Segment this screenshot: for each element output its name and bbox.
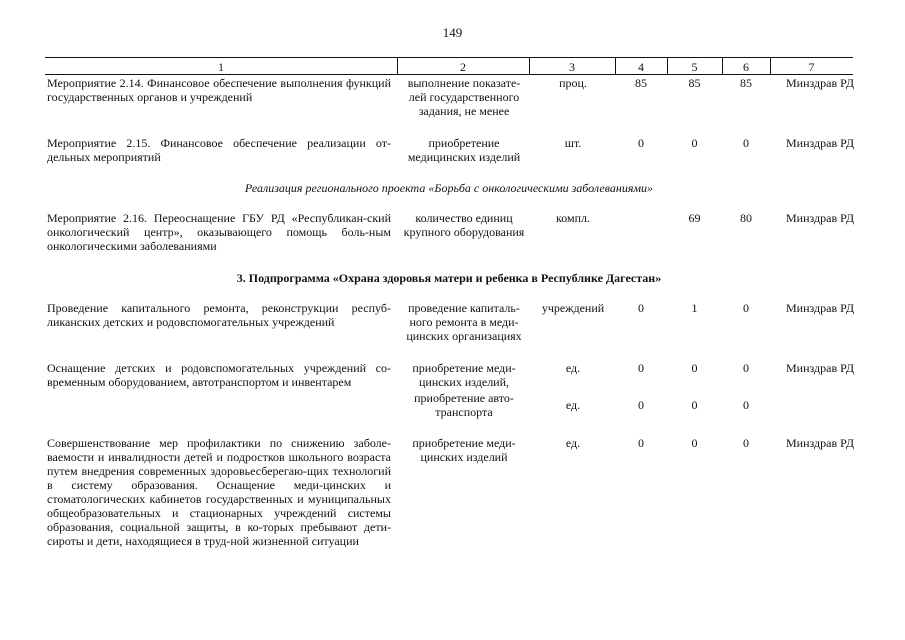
value-col-4: 85: [635, 76, 647, 90]
value-col-5: 85: [688, 76, 701, 90]
table-header-top-line: [45, 57, 853, 58]
value-col-6: 85: [740, 76, 752, 90]
executor: Минздрав РД: [786, 211, 855, 225]
indicator: количество единиц крупного оборудования: [403, 211, 525, 239]
value-col-4: 0: [638, 436, 644, 450]
measure-name: Оснащение детских и родовспомогательных учреждений со-временным оборудованием, автотранспортом и инвентарем: [47, 361, 391, 389]
measure-name: Проведение капитального ремонта, реконструкции респуб-ликанских детских и родовспомогательных учреждений: [47, 301, 391, 329]
executor: Минздрав РД: [786, 76, 855, 90]
executor: Минздрав РД: [786, 301, 855, 315]
value-col-6: 0: [743, 436, 749, 450]
executor: Минздрав РД: [786, 361, 855, 375]
column-header-1: 1: [218, 60, 224, 74]
value-col-5: 1: [691, 301, 698, 315]
regional-project-heading: Реализация регионального проекта «Борьба с онкологическими заболеваниями»: [244, 181, 654, 195]
table-header-bottom-line: [45, 74, 853, 75]
value-col-6: 0: [743, 301, 749, 315]
measure-name: Совершенствование мер профилактики по снижению заболе-ваемости и инвалидности детей и подростков школьного возраста путем внедрения современных здоровьесберегаю-щих технологий в систему образования. Оснащение меди-цинских и стоматологических кабинетов государственных и муниципальных общеобразовательных и стационарных учреждений системы образования, социальной защиты, в ко-торых пребывают дети-сироты и дети, находящиеся в труд-ной жизненной ситуации: [47, 436, 391, 548]
value-col-6: 0: [743, 398, 749, 412]
value-col-4: 0: [638, 361, 644, 375]
subprogram-heading: 3. Подпрограмма «Охрана здоровья матери и ребенка в Республике Дагестан»: [236, 271, 662, 285]
value-col-4: 0: [638, 136, 644, 150]
unit: ед.: [565, 361, 581, 375]
executor: Минздрав РД: [786, 136, 855, 150]
value-col-5: 0: [691, 436, 698, 450]
unit: ед.: [565, 436, 581, 450]
indicator: приобретение меди-цинских изделий: [412, 436, 516, 464]
column-header-3: 3: [569, 60, 575, 74]
unit: проц.: [559, 76, 587, 90]
value-col-5: 69: [688, 211, 701, 225]
unit: учреждений: [541, 301, 605, 315]
value-col-5: 0: [691, 361, 698, 375]
unit: ед.: [565, 398, 581, 412]
indicator: приобретение меди-цинских изделий,: [412, 361, 516, 389]
measure-name: Мероприятие 2.15. Финансовое обеспечение реализации от-дельных мероприятий: [47, 136, 391, 164]
column-header-4: 4: [638, 60, 644, 74]
value-col-4: 0: [638, 398, 644, 412]
column-header-7: 7: [808, 60, 815, 74]
indicator: выполнение показате-лей государственного задания, не менее: [407, 76, 521, 118]
value-col-5: 0: [691, 398, 698, 412]
indicator: проведение капиталь-ного ремонта в меди-цинских организациях: [406, 301, 522, 343]
value-col-6: 80: [740, 211, 752, 225]
page-number: 149: [442, 25, 463, 40]
value-col-6: 0: [743, 136, 749, 150]
value-col-6: 0: [743, 361, 749, 375]
measure-name: Мероприятие 2.14. Финансовое обеспечение выполнения функций государственных органов и учреждений: [47, 76, 391, 104]
measure-name: Мероприятие 2.16. Переоснащение ГБУ РД «Республикан-ский онкологический центр», оказывающего помощь боль-ным онкологическими заболеваниями: [47, 211, 391, 253]
column-header-2: 2: [460, 60, 466, 74]
executor: Минздрав РД: [786, 436, 855, 450]
unit: компл.: [556, 211, 590, 225]
column-header-6: 6: [743, 60, 749, 74]
value-col-4: 0: [638, 301, 644, 315]
indicator: приобретение медицинских изделий: [407, 136, 521, 164]
unit: шт.: [564, 136, 582, 150]
value-col-5: 0: [691, 136, 698, 150]
column-header-5: 5: [691, 60, 698, 74]
indicator: приобретение авто-транспорта: [414, 391, 514, 419]
